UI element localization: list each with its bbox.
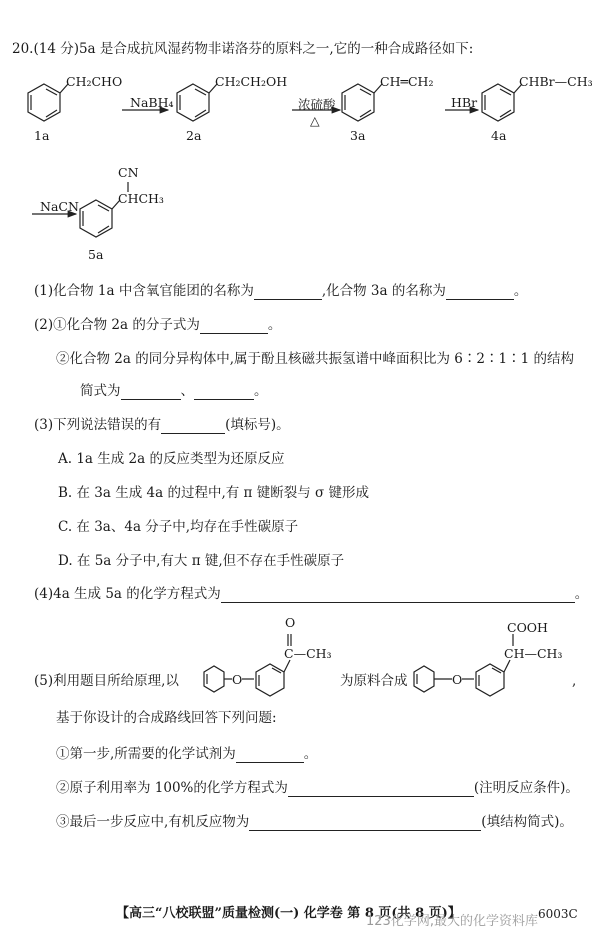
watermark: 123化学网,最大的化学资料库	[366, 914, 538, 929]
q5-sm-acetyl: C—CH₃	[284, 646, 332, 661]
q5-text-1: (5)利用题目所给原理,以	[34, 673, 179, 689]
compound-3a-label: 3a	[350, 128, 366, 143]
compound-2a-ring	[177, 84, 217, 121]
q5-pr-cooh: COOH	[507, 620, 548, 635]
q2-blank-isomer-2[interactable]	[194, 385, 254, 400]
compound-4a-group: CHBr—CH₃	[519, 74, 593, 89]
q2-line-2: ②化合物 2a 的同分异构体中,属于酚且核磁共振氢谱中峰面积比为 6∶2∶1∶1 的结构	[56, 351, 574, 367]
footer-code: 6003C	[538, 907, 578, 921]
reagent-hbr: HBr	[451, 95, 478, 110]
q5-intro: 基于你设计的合成路线回答下列问题:	[56, 710, 277, 726]
q5-blank-2[interactable]	[288, 782, 474, 797]
compound-3a-group: CH═CH₂	[380, 74, 434, 89]
q3-option-d: D. 在 5a 分子中,有大 π 键,但不存在手性碳原子	[58, 553, 345, 569]
q3-blank[interactable]	[161, 419, 225, 434]
q4-line: (4)4a 生成 5a 的化学方程式为 。	[34, 586, 589, 602]
synthesis-route-diagram	[0, 60, 593, 270]
compound-4a-label: 4a	[491, 128, 507, 143]
q3-option-b: B. 在 3a 生成 4a 的过程中,有 π 键断裂与 σ 键形成	[58, 485, 369, 501]
q1-blank-1[interactable]	[254, 285, 322, 300]
q1-blank-2[interactable]	[446, 285, 514, 300]
compound-4a-ring	[482, 84, 522, 121]
q2-line-3: 简式为 、 。	[80, 383, 268, 399]
compound-5a-cn: CN	[118, 165, 139, 180]
q5-text-2: 为原料合成	[340, 673, 408, 689]
q3-option-c: C. 在 3a、4a 分子中,均存在手性碳原子	[58, 519, 299, 535]
compound-5a-label: 5a	[88, 247, 104, 262]
reagent-nabh4: NaBH₄	[130, 95, 174, 110]
q2-blank-formula[interactable]	[200, 319, 268, 334]
q2-line-1: (2)①化合物 2a 的分子式为 。	[34, 317, 282, 333]
question-header: 20.(14 分)5a 是合成抗风湿药物非诺洛芬的原料之一,它的一种合成路径如下:	[12, 41, 474, 57]
compound-1a-label: 1a	[34, 128, 50, 143]
reagent-conc-h2so4: 浓硫酸	[298, 97, 336, 112]
compound-2a-group: CH₂CH₂OH	[215, 74, 288, 89]
compound-1a-group: CH₂CHO	[66, 74, 123, 89]
q5-pr-chch3: CH—CH₃	[504, 646, 563, 661]
compound-2a-label: 2a	[186, 128, 202, 143]
compound-1a-ring	[28, 84, 68, 121]
q5-step-1: ①第一步,所需要的化学试剂为 。	[56, 746, 318, 762]
q4-blank[interactable]	[221, 588, 575, 603]
q5-step-2: ②原子利用率为 100%的化学方程式为 (注明反应条件)。	[56, 780, 579, 796]
compound-3a-ring	[342, 84, 382, 121]
q3-stem: (3)下列说法错误的有 (填标号)。	[34, 417, 290, 433]
q5-sm-ether-o: O	[232, 672, 243, 687]
reagent-heat-symbol: △	[310, 113, 320, 128]
q3-option-a: A. 1a 生成 2a 的反应类型为还原反应	[58, 451, 285, 467]
q5-blank-1[interactable]	[236, 748, 304, 763]
compound-5a-group: CHCH₃	[118, 191, 164, 206]
q5-text-end: ,	[572, 673, 577, 689]
q5-step-3: ③最后一步反应中,有机反应物为 (填结构简式)。	[56, 814, 573, 830]
q2-blank-isomer-1[interactable]	[121, 385, 181, 400]
reagent-nacn: NaCN	[40, 199, 79, 214]
q5-sm-carbonyl-o: O	[285, 615, 296, 630]
q5-blank-3[interactable]	[249, 816, 481, 831]
q1-line: (1)化合物 1a 中含氧官能团的名称为 ,化合物 3a 的名称为 。	[34, 283, 528, 299]
q5-pr-ether-o: O	[452, 672, 463, 687]
footer-text: 【高三“八校联盟”质量检测(一) 化学卷 第 8 页(共 8 页)】	[116, 906, 461, 921]
